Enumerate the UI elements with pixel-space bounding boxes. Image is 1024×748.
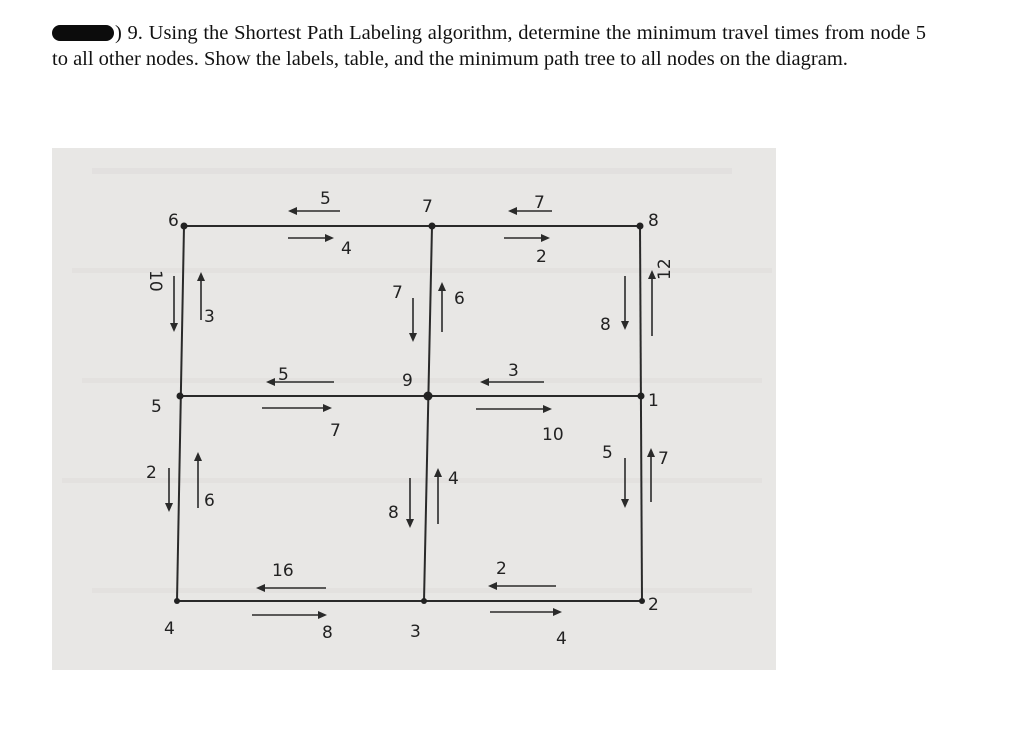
node-1-dot	[638, 393, 645, 400]
time-8-1-up: 12	[655, 258, 675, 280]
redacted-mark	[52, 25, 114, 41]
time-7-9-up: 6	[454, 289, 465, 309]
node-2-dot	[639, 598, 645, 604]
time-9-1-right: 10	[542, 425, 564, 445]
node-4-dot	[174, 598, 180, 604]
time-6-7-left: 5	[320, 189, 331, 209]
node-9-label: 9	[402, 371, 413, 391]
time-6-7-right: 4	[341, 239, 352, 259]
node-4-label: 4	[164, 619, 175, 639]
node-5-label: 5	[151, 397, 162, 417]
time-9-3-down: 8	[388, 503, 399, 523]
time-5-4-down: 2	[146, 463, 157, 483]
network-diagram-photo	[52, 148, 776, 670]
time-6-5-up: 3	[204, 307, 215, 327]
time-9-3-up: 4	[448, 469, 459, 489]
time-7-8-left: 7	[534, 193, 545, 213]
node-8-label: 8	[648, 211, 659, 231]
node-5-dot	[177, 393, 184, 400]
node-6-label: 6	[168, 211, 179, 231]
time-3-2-left: 2	[496, 559, 507, 579]
question-close-paren: )	[115, 22, 122, 44]
time-5-9-left: 5	[278, 365, 289, 385]
time-7-9-down: 7	[392, 283, 403, 303]
node-7-dot	[429, 223, 436, 230]
time-9-1-left: 3	[508, 361, 519, 381]
network-diagram	[52, 148, 776, 670]
time-6-5-down: 10	[145, 270, 165, 292]
question-text	[52, 20, 926, 72]
time-1-2-down: 5	[602, 443, 613, 463]
question-body: Using the Shortest Path Labeling algorithm, determine the minimum travel times from node 5 to all other nodes. Show the labels, table, and the minimum path tree to all nodes on the diagram.	[52, 22, 927, 70]
node-9-dot	[424, 392, 433, 401]
node-3-label: 3	[410, 622, 421, 642]
node-6-dot	[181, 223, 188, 230]
time-3-2-right: 4	[556, 629, 567, 649]
time-5-4-up: 6	[204, 491, 215, 511]
time-1-2-up: 7	[658, 449, 669, 469]
time-5-9-right: 7	[330, 421, 341, 441]
node-7-label: 7	[422, 197, 433, 217]
time-4-3-left: 16	[272, 561, 294, 581]
question-number: 9.	[127, 22, 143, 44]
node-1-label: 1	[648, 391, 659, 411]
node-2-label: 2	[648, 595, 659, 615]
time-4-3-right: 8	[322, 623, 333, 643]
time-8-1-down: 8	[600, 315, 611, 335]
node-8-dot	[637, 223, 644, 230]
node-3-dot	[421, 598, 427, 604]
time-7-8-right: 2	[536, 247, 547, 267]
